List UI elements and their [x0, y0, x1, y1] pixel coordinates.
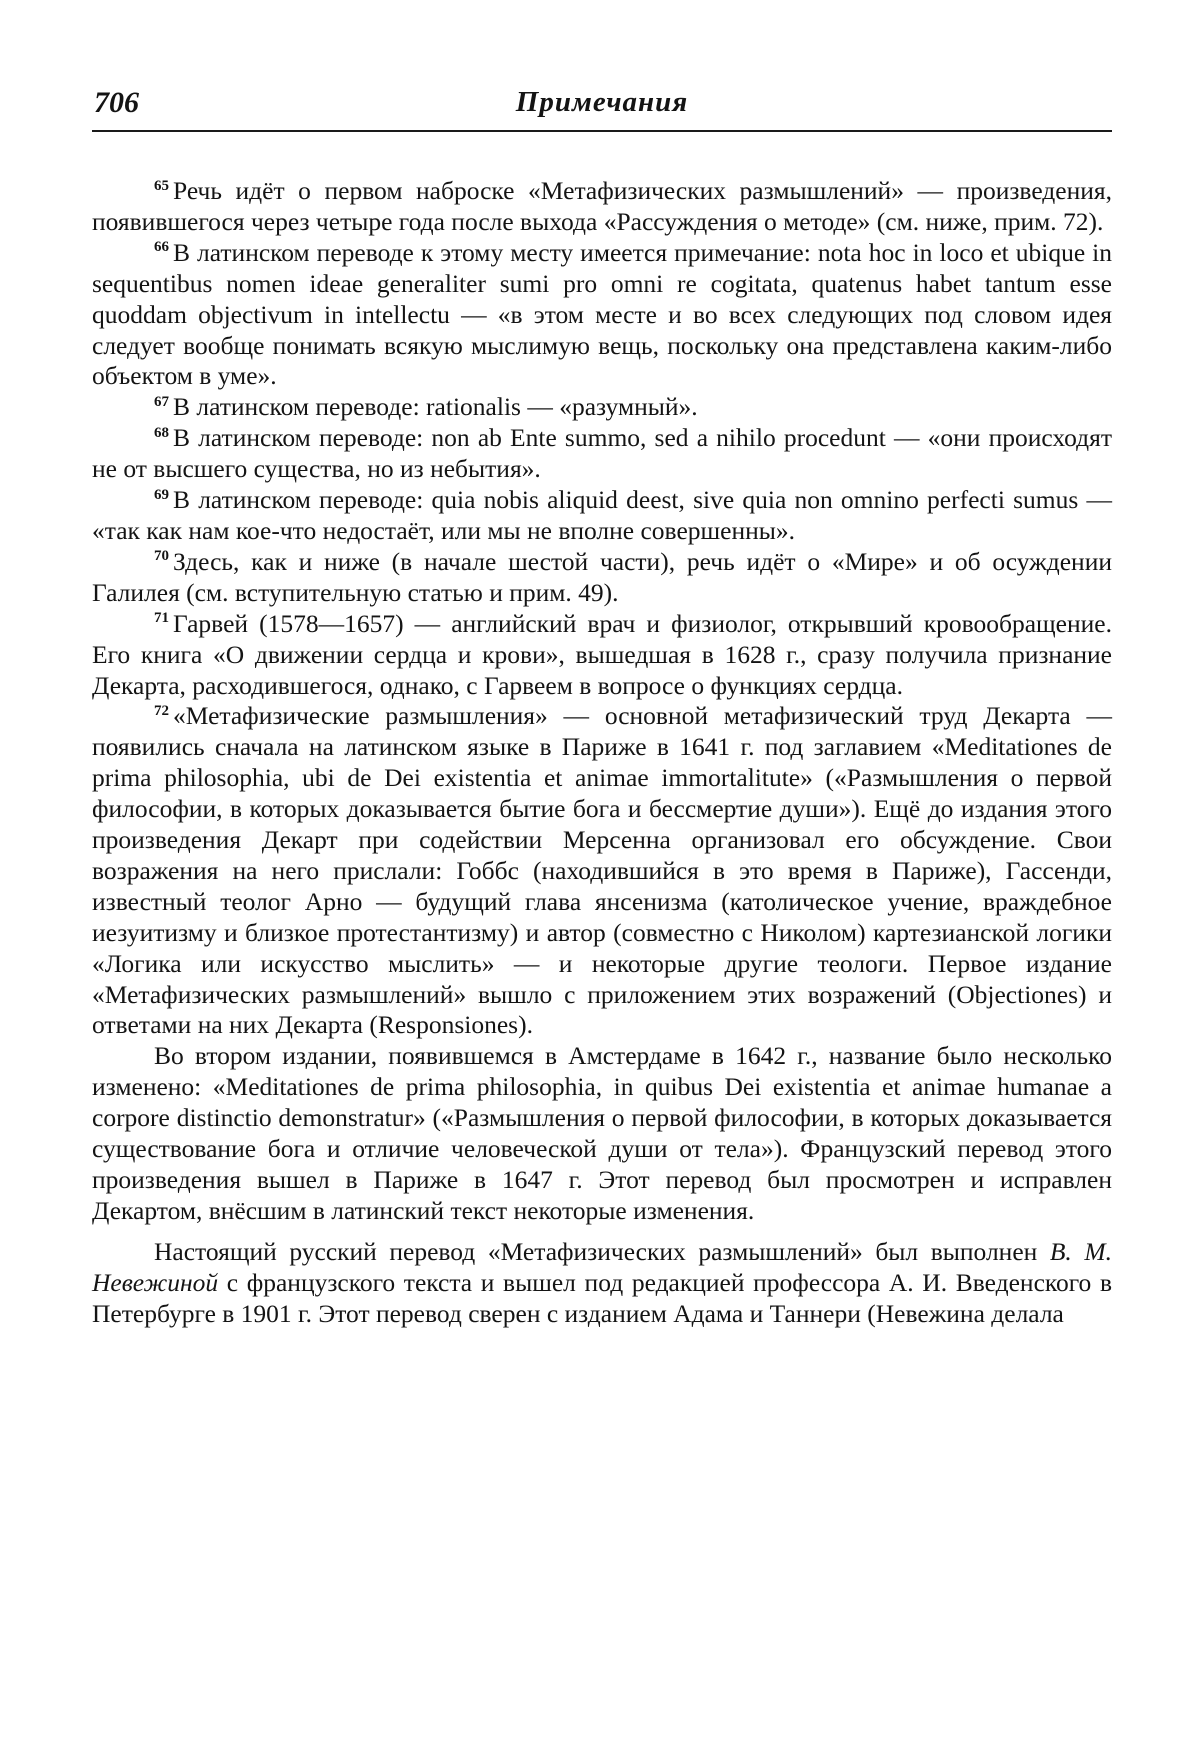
- note-71: [92, 609, 1112, 702]
- note-number: 70: [154, 548, 169, 565]
- note-text: В латинском переводе к этому месту имеется примечание: nota hoc in loco et ubique in sequentibus nomen ideae generaliter sumi pro omni re cogitata, quatenus habet tantum esse quoddam objectivum in intellectu — «в этом месте и во всех следующих под словом идея следует вообще понимать всякую мыслимую вещь, поскольку она представлена каким-либо объектом в уме».: [92, 237, 1112, 391]
- note-text: Гарвей (1578—1657) — английский врач и физиолог, открывший кровообращение. Его книга «О движении сердца и крови», вышедшая в 1628 г., сразу получила признание Декарта, расходившегося, однако, с Гарвеем в вопросе о функциях сердца.: [92, 608, 1112, 700]
- note-text: В латинском переводе: quia nobis aliquid deest, sive quia non omnino perfecti sumus — «так как нам кое-что недостаёт, или мы не вполне совершенны».: [92, 485, 1112, 545]
- paragraph-text: Во втором издании, появившемся в Амстердаме в 1642 г., название было несколько изменено: «Meditationes de prima philosophia, in quibus Dei existentia et animae humanae a corpore distinctio demonstratur» («Размышления о первой философии, в которых доказывается существование бога и отличие человеческой души от тела»). Французский перевод этого произведения вышел в Париже в 1647 г. Этот перевод был просмотрен и исправлен Декартом, внёсшим в латинский текст некоторые изменения.: [92, 1041, 1112, 1225]
- note-text: Здесь, как и ниже (в начале шестой части), речь идёт о «Мире» и об осуждении Галилея (см. вступительную статью и прим. 49).: [92, 546, 1112, 607]
- paragraph-text-end: с французского текста и вышел под редакцией профессора А. И. Введенского в Петербурге в 1901 г. Этот перевод сверен с изданием Адама и Таннери (Невежина делала: [92, 1267, 1112, 1328]
- note-67: [92, 392, 1112, 423]
- page-header: [92, 78, 1112, 132]
- note-number: 71: [154, 610, 169, 627]
- note-number: 66: [154, 239, 169, 256]
- note-72-translation-paragraph: [92, 1237, 1112, 1330]
- note-number: 72: [154, 702, 169, 719]
- note-number: 69: [154, 486, 169, 503]
- note-number: 67: [154, 393, 169, 410]
- note-68: [92, 423, 1112, 485]
- note-72: [92, 701, 1112, 1041]
- notes-body: [92, 176, 1112, 1330]
- translator-name: В. М. Невежиной: [92, 1236, 1112, 1297]
- note-text: «Метафизические размышления» — основной метафизический труд Декарта — появились сначала на латинском языке в Париже в 1641 г. под заглавием «Meditationes de prima philosophia, ubi de Dei existentia et animae immortalitute» («Размышления о первой философии, в которых доказывается бытие бога и бессмертие души»). Ещё до издания этого произведения Декарт при содействии Мерсенна организовал его обсуждение. Свои возражения на него прислали: Гоббс (находившийся в это время в Париже), Гассенди, известный теолог Арно — будущий глава янсенизма (католическое учение, враждебное иезуитизму и близкое протестантизму) и автор (совместно с Николом) картезианской логики «Логика или искусство мыслить» — и некоторые другие теологи. Первое издание «Метафизических размышлений» вышло с приложением этих возражений (Objectiones) и ответами на них Декарта (Responsiones).: [92, 701, 1112, 1040]
- note-66: [92, 238, 1112, 393]
- note-text: В латинском переводе: non ab Ente summo, sed a nihilo procedunt — «они происходят не от высшего существа, но из небытия».: [92, 423, 1112, 484]
- running-title: Примечания: [515, 86, 689, 118]
- note-69: [92, 485, 1112, 547]
- note-72-continuation: [92, 1041, 1112, 1226]
- note-65: [92, 176, 1112, 238]
- note-number: 65: [154, 177, 169, 194]
- page-number: 706: [94, 86, 139, 119]
- note-text: Речь идёт о первом наброске «Метафизических размышлений» — произведения, появившегося через четыре года после выхода «Рассуждения о методе» (см. ниже, прим. 72).: [92, 176, 1112, 236]
- note-number: 68: [154, 424, 169, 441]
- note-70: [92, 547, 1112, 609]
- paragraph-text-start: Настоящий русский перевод «Метафизических размышлений» был выполнен: [154, 1236, 1050, 1266]
- note-text: В латинском переводе: rationalis — «разумный».: [173, 392, 698, 422]
